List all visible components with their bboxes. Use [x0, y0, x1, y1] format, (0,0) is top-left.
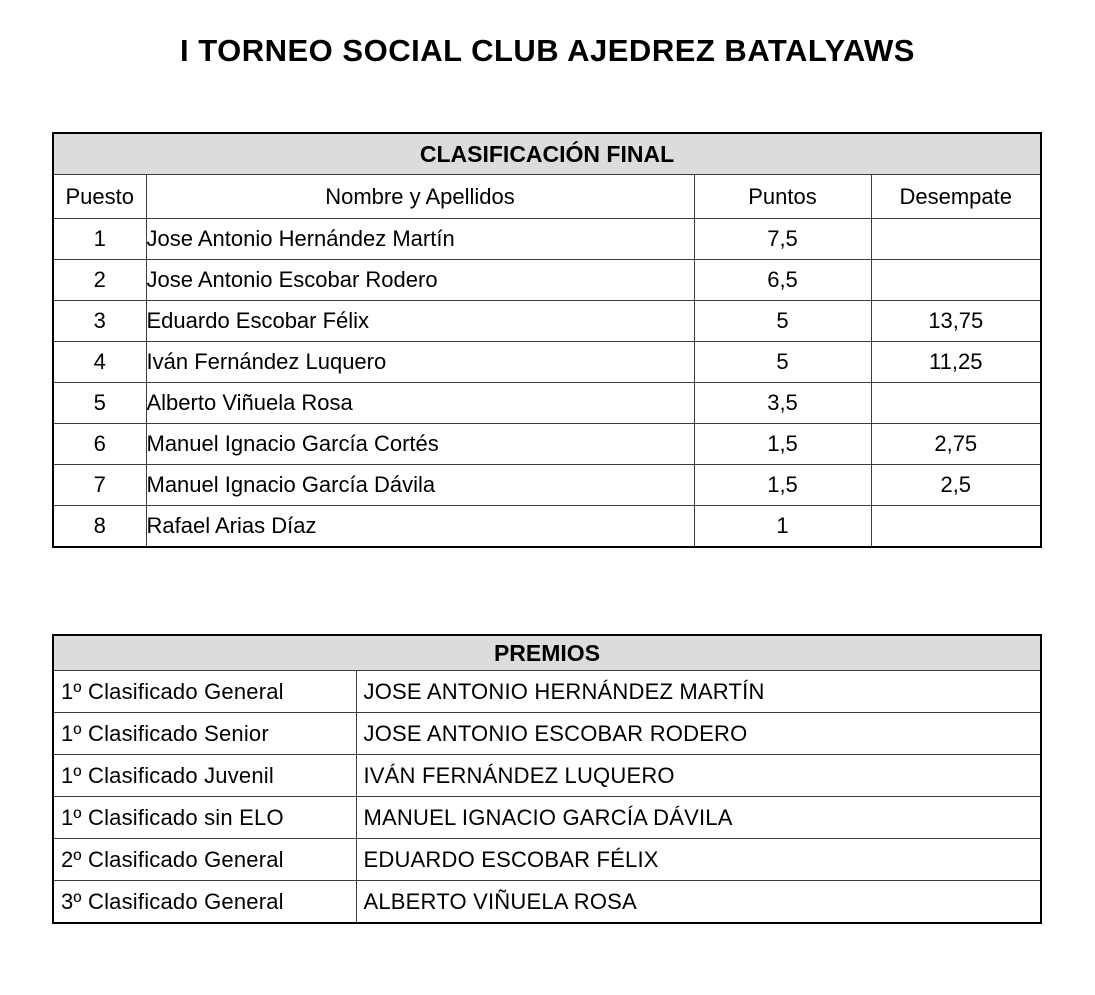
cell-puntos: 1,5 — [694, 424, 871, 465]
cell-prize-winner: EDUARDO ESCOBAR FÉLIX — [356, 839, 1041, 881]
classification-section-title: CLASIFICACIÓN FINAL — [53, 133, 1041, 175]
prizes-section-header-row — [53, 635, 1041, 671]
classification-section-header-row — [53, 133, 1041, 175]
cell-nombre: Jose Antonio Escobar Rodero — [146, 260, 694, 301]
classification-row — [53, 219, 1041, 260]
cell-desempate: 2,75 — [871, 424, 1041, 465]
classification-row — [53, 301, 1041, 342]
cell-puntos: 3,5 — [694, 383, 871, 424]
cell-prize-winner: MANUEL IGNACIO GARCÍA DÁVILA — [356, 797, 1041, 839]
cell-prize-category: 3º Clasificado General — [53, 881, 356, 924]
cell-prize-winner: JOSE ANTONIO HERNÁNDEZ MARTÍN — [356, 671, 1041, 713]
column-header-puntos: Puntos — [694, 175, 871, 219]
cell-puesto: 7 — [53, 465, 146, 506]
classification-row — [53, 465, 1041, 506]
classification-table — [52, 132, 1042, 548]
prize-row — [53, 839, 1041, 881]
cell-puesto: 5 — [53, 383, 146, 424]
classification-column-header-row — [53, 175, 1041, 219]
prizes-table — [52, 634, 1042, 924]
classification-row — [53, 383, 1041, 424]
column-header-puesto: Puesto — [53, 175, 146, 219]
cell-puntos: 5 — [694, 342, 871, 383]
cell-prize-winner: JOSE ANTONIO ESCOBAR RODERO — [356, 713, 1041, 755]
document-page — [0, 33, 1095, 924]
cell-nombre: Manuel Ignacio García Dávila — [146, 465, 694, 506]
cell-desempate — [871, 260, 1041, 301]
prizes-section-title: PREMIOS — [53, 635, 1041, 671]
prize-row — [53, 713, 1041, 755]
cell-nombre: Eduardo Escobar Félix — [146, 301, 694, 342]
cell-puesto: 2 — [53, 260, 146, 301]
cell-prize-category: 1º Clasificado Senior — [53, 713, 356, 755]
cell-puntos: 7,5 — [694, 219, 871, 260]
cell-puesto: 8 — [53, 506, 146, 548]
cell-desempate: 2,5 — [871, 465, 1041, 506]
cell-puesto: 4 — [53, 342, 146, 383]
classification-row — [53, 260, 1041, 301]
classification-table-body — [53, 219, 1041, 548]
cell-prize-category: 2º Clasificado General — [53, 839, 356, 881]
cell-puesto: 3 — [53, 301, 146, 342]
cell-desempate: 11,25 — [871, 342, 1041, 383]
cell-nombre: Rafael Arias Díaz — [146, 506, 694, 548]
prize-row — [53, 755, 1041, 797]
column-header-desempate: Desempate — [871, 175, 1041, 219]
cell-desempate — [871, 383, 1041, 424]
cell-puntos: 5 — [694, 301, 871, 342]
cell-puesto: 1 — [53, 219, 146, 260]
cell-puntos: 1 — [694, 506, 871, 548]
classification-row — [53, 342, 1041, 383]
cell-puntos: 6,5 — [694, 260, 871, 301]
cell-puesto: 6 — [53, 424, 146, 465]
cell-nombre: Jose Antonio Hernández Martín — [146, 219, 694, 260]
cell-nombre: Manuel Ignacio García Cortés — [146, 424, 694, 465]
cell-desempate — [871, 219, 1041, 260]
cell-prize-category: 1º Clasificado Juvenil — [53, 755, 356, 797]
cell-puntos: 1,5 — [694, 465, 871, 506]
cell-prize-winner: IVÁN FERNÁNDEZ LUQUERO — [356, 755, 1041, 797]
prize-row — [53, 797, 1041, 839]
prize-row — [53, 881, 1041, 924]
classification-row — [53, 424, 1041, 465]
classification-row — [53, 506, 1041, 548]
column-header-nombre: Nombre y Apellidos — [146, 175, 694, 219]
cell-nombre: Iván Fernández Luquero — [146, 342, 694, 383]
cell-desempate: 13,75 — [871, 301, 1041, 342]
cell-nombre: Alberto Viñuela Rosa — [146, 383, 694, 424]
cell-desempate — [871, 506, 1041, 548]
cell-prize-category: 1º Clasificado General — [53, 671, 356, 713]
cell-prize-winner: ALBERTO VIÑUELA ROSA — [356, 881, 1041, 924]
cell-prize-category: 1º Clasificado sin ELO — [53, 797, 356, 839]
prizes-table-body — [53, 671, 1041, 924]
prize-row — [53, 671, 1041, 713]
page-title: I TORNEO SOCIAL CLUB AJEDREZ BATALYAWS — [180, 33, 915, 68]
